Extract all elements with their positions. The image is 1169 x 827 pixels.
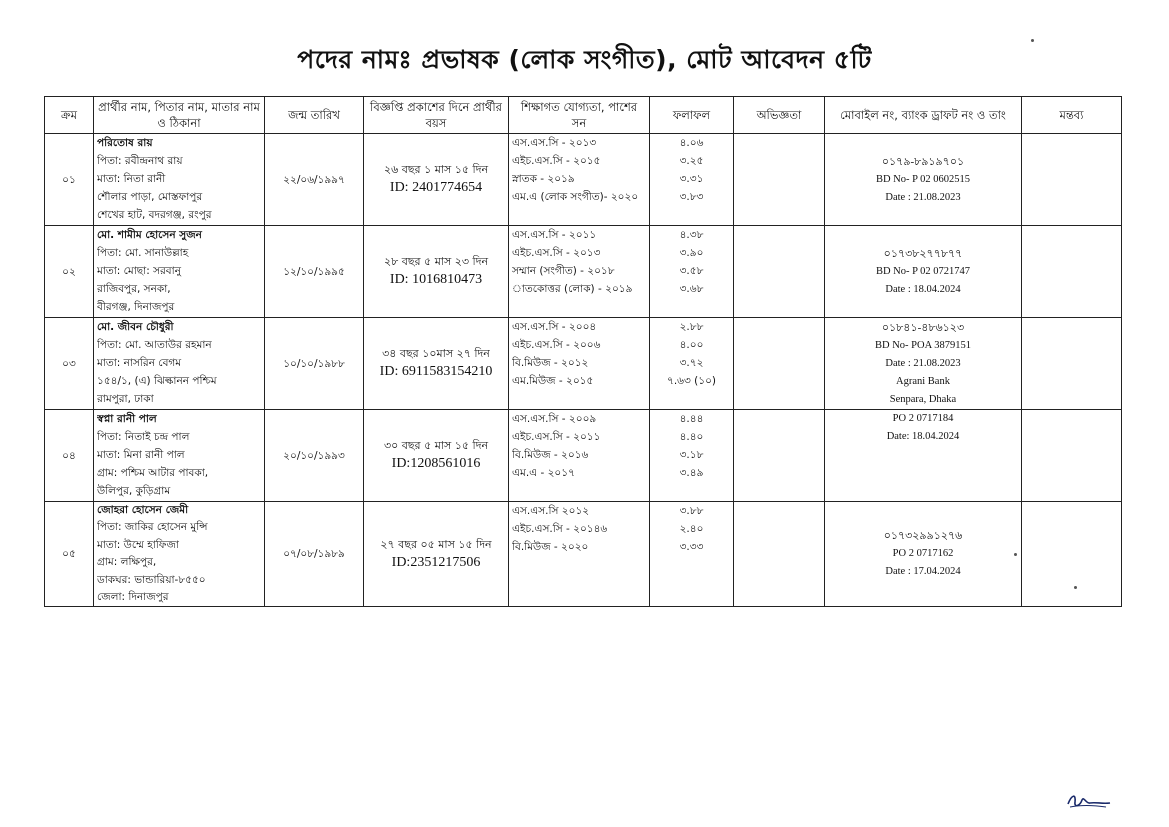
detail-line: মাতা: নাসরিন বেগম [97,357,182,369]
cell-experience [734,410,825,502]
cell-bank [825,226,1022,318]
page-title: পদের নামঃ প্রভাষক (লোক সংগীত), মোট আবেদন ৫টি [297,45,872,74]
education-line: বি.মিউজ - ২০২০ [512,541,589,553]
detail-line: বীরগঞ্জ, দিনাজপুর [97,301,175,313]
table-row [45,410,1122,502]
age-text: ৩৪ বছর ১০মাস ২৭ দিন [382,347,490,360]
detail-line: ডাকঘর: ভান্ডারিয়া-৮৫৫০ [97,573,206,586]
result-line: ৩.২৫ [679,155,704,167]
detail-line: গ্রাম: পশ্চিম আটার পাবকা, [97,467,209,479]
detail-line: শৌলার পাড়া, মোস্তফাপুর [97,191,203,203]
bank-line: Date : 17.04.2024 [885,566,961,578]
result-line: ৩.৭২ [679,357,704,369]
cell-applicant [94,410,265,502]
bank-line: Date : 21.08.2023 [885,191,961,203]
cell-dob: ০৭/০৮/১৯৮৯ [265,502,364,607]
education-line: এম.এ - ২০১৭ [512,467,575,479]
bank-line: PO 2 0717184 [892,413,954,424]
detail-line: রাজিবপুর, সনকা, [97,283,171,295]
speck-mark-icon [1014,553,1017,556]
cell-experience [734,502,825,607]
cell-bank [825,410,1022,502]
id-text: ID:2351217506 [391,554,481,570]
bank-line: Date: 18.04.2024 [886,431,960,442]
detail-line: পিতা: জাকির হোসেন মুন্সি [97,521,208,534]
cell-applicant [94,134,265,226]
header-name: প্রার্থীর নাম, পিতার নাম, মাতার নাম ও ঠিকানা [94,97,265,134]
result-line: ৭.৬৩ (১০) [667,375,716,387]
detail-line: মাতা: নিতা রানী [97,173,166,185]
speck-mark-icon [1074,586,1077,589]
cell-education [509,410,650,502]
result-line: ৩.৩৩ [679,541,704,553]
id-text: ID: 2401774654 [389,180,483,195]
applicant-table [44,96,1122,607]
cell-result [650,318,734,410]
cell-bank [825,318,1022,410]
age-text: ৩০ বছর ৫ মাস ১৫ দিন [383,439,489,452]
bank-line: BD No- P 02 0721747 [875,265,971,277]
detail-line: ১৫৪/১, (এ) ঝিল্কানন পশ্চিম [97,375,217,387]
education-line: এইচ.এস.সি - ২০১৪৬ [512,523,608,535]
detail-line: পিতা: রবীন্দ্রনাথ রায় [97,155,183,167]
result-line: ৩.৫৮ [679,265,704,277]
cell-age [364,410,509,502]
id-text: ID: 1016810473 [389,272,483,287]
bank-line: PO 2 0717162 [892,548,954,560]
cell-remarks [1022,318,1122,410]
signature-icon [1066,792,1112,810]
result-line: ৩.১৮ [679,449,704,461]
header-education: শিক্ষাগত যোগ্যতা, পাশের সন [509,97,650,134]
mobile-number: ০১৮৪১-৪৮৬১২৩ [881,321,965,334]
result-line: ৩.৮৩ [679,191,704,203]
table-row [45,134,1122,226]
education-line: এইচ.এস.সি - ২০১৫ [512,155,601,167]
cell-applicant [94,502,265,607]
detail-line: পিতা: মো. সানাউল্লাহ [97,247,189,259]
header-serial: ক্রম [45,97,94,134]
education-line: এস.এস.সি - ২০০৯ [512,413,597,425]
detail-line: রামপুরা, ঢাকা [97,393,154,405]
result-line: ৩.৪৯ [679,467,704,479]
mobile-number: ০১৭৩৮২৭৭৮৭৭ [883,247,963,260]
cell-bank [825,502,1022,607]
mobile-number: ০১৭৩২৯৯১২৭৬ [883,530,963,543]
education-line: এস.এস.সি - ২০১১ [512,229,597,241]
cell-dob: ২২/০৬/১৯৯৭ [265,134,364,226]
cell-education [509,134,650,226]
cell-remarks [1022,226,1122,318]
education-line: এম.এ (লোক সংগীত)- ২০২০ [512,191,639,203]
cell-age [364,318,509,410]
header-bank: মোবাইল নং, ব্যাংক ড্রাফট নং ও তাং [825,97,1022,134]
cell-bank [825,134,1022,226]
cell-result [650,410,734,502]
cell-result [650,226,734,318]
applicant-name: জোহরা হোসেন জেমী [97,504,189,516]
cell-age [364,226,509,318]
detail-line: মাতা: উম্মে হাফিজা [97,538,179,551]
detail-line: উলিপুর, কুড়িগ্রাম [97,485,171,497]
cell-serial: ০৫ [45,502,94,607]
header-remarks: মন্তব্য [1022,97,1122,134]
education-line: এস.এস.সি ২০১২ [512,505,590,517]
cell-applicant [94,318,265,410]
education-line: এস.এস.সি - ২০১৩ [512,137,597,149]
education-line: াতকোত্তর (লোক) - ২০১৯ [512,283,633,295]
cell-remarks [1022,410,1122,502]
cell-education [509,502,650,607]
bank-line: Senpara, Dhaka [889,393,957,405]
education-line: সম্মান (সংগীত) - ২০১৮ [512,265,615,277]
result-line: ৩.৩১ [679,173,704,185]
result-line: ৪.৪৪ [679,413,704,425]
detail-line: মাতা: মিনা রানী পাল [97,449,185,461]
age-text: ২৬ বছর ১ মাস ১৫ দিন [383,163,489,176]
cell-dob: ২০/১০/১৯৯৩ [265,410,364,502]
id-text: ID: 6911583154210 [379,364,493,379]
cell-serial: ০২ [45,226,94,318]
cell-education [509,226,650,318]
cell-experience [734,318,825,410]
cell-remarks [1022,134,1122,226]
detail-line: মাতা: মোছা: সরবানু [97,265,181,277]
result-line: ২.৮৮ [679,321,704,333]
cell-remarks [1022,502,1122,607]
bank-line: Date : 21.08.2023 [885,357,961,369]
table-row [45,318,1122,410]
education-line: এস.এস.সি - ২০০৪ [512,321,597,333]
applicant-name: পরিতোষ রায় [97,137,153,149]
applicant-name: মো. জীবন চৌধুরী [97,321,174,333]
result-line: ৪.০৬ [679,137,704,149]
header-experience: অভিজ্ঞতা [734,97,825,134]
table-row [45,502,1122,607]
result-line: ২.৪০ [679,523,704,535]
speck-mark-icon [1031,39,1034,42]
result-line: ৩.৮৮ [679,505,704,517]
applicant-name: স্বপ্না রানী পাল [97,413,157,425]
age-text: ২৮ বছর ৫ মাস ২৩ দিন [383,255,489,268]
result-line: ৪.০০ [679,339,704,351]
header-age: বিজ্ঞপ্তি প্রকাশের দিনে প্রার্থীর বয়স [364,97,509,134]
cell-serial: ০৪ [45,410,94,502]
cell-result [650,502,734,607]
result-line: ৪.৩৮ [679,229,704,241]
detail-line: পিতা: নিতাই চন্দ্র পাল [97,431,190,443]
header-result: ফলাফল [650,97,734,134]
bank-line: Date : 18.04.2024 [885,283,961,295]
education-line: এইচ.এস.সি - ২০১১ [512,431,601,443]
detail-line: শেখের হাট, বদরগঞ্জ, রংপুর [97,209,212,221]
cell-applicant [94,226,265,318]
age-text: ২৭ বছর ০৫ মাস ১৫ দিন [380,537,492,551]
cell-age [364,502,509,607]
cell-experience [734,226,825,318]
header-dob: জন্ম তারিখ [265,97,364,134]
result-line: ৩.৬৮ [679,283,704,295]
education-line: বি.মিউজ - ২০১৬ [512,449,589,461]
mobile-number: ০১৭৯-৮৯১৯৭০১ [881,155,965,168]
id-text: ID:1208561016 [391,456,481,471]
table-header-row [45,97,1122,134]
cell-education [509,318,650,410]
bank-line: BD No- POA 3879151 [875,339,971,351]
detail-line: জেলা: দিনাজপুর [97,591,169,604]
cell-dob: ১০/১০/১৯৮৮ [265,318,364,410]
table-row [45,226,1122,318]
cell-serial: ০৩ [45,318,94,410]
cell-age [364,134,509,226]
result-line: ৪.৪০ [679,431,704,443]
education-line: এইচ.এস.সি - ২০০৬ [512,339,601,351]
bank-line: Agrani Bank [896,375,950,387]
detail-line: পিতা: মো. আতাউর রহমান [97,339,212,351]
bank-line: BD No- P 02 0602515 [875,173,971,185]
detail-line: গ্রাম: লক্ষিপুর, [97,556,157,569]
applicant-name: মো. শামীম হোসেন সুজন [97,229,202,241]
cell-dob: ১২/১০/১৯৯৫ [265,226,364,318]
cell-serial: ০১ [45,134,94,226]
cell-experience [734,134,825,226]
cell-result [650,134,734,226]
education-line: স্নাতক - ২০১৯ [512,173,575,185]
education-line: এইচ.এস.সি - ২০১৩ [512,247,601,259]
education-line: এম.মিউজ - ২০১৫ [512,375,594,387]
result-line: ৩.৯০ [679,247,704,259]
education-line: বি.মিউজ - ২০১২ [512,357,589,369]
